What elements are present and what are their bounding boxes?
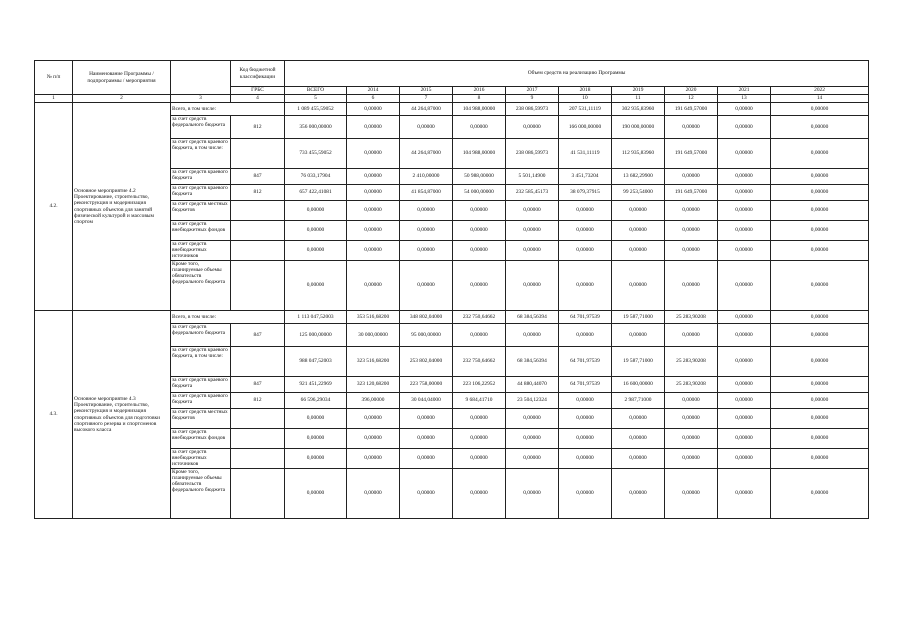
amount-cell: 207 531,11119 bbox=[559, 103, 612, 116]
amount-cell: 64 701,97539 bbox=[559, 377, 612, 393]
grbs-code: 847 bbox=[231, 377, 285, 393]
amount-cell: 0,00000 bbox=[453, 241, 506, 261]
amount-cell: 0,00000 bbox=[718, 393, 771, 409]
column-index: 13 bbox=[718, 95, 771, 103]
amount-cell: 95 000,00000 bbox=[400, 324, 453, 347]
amount-cell: 104 988,00000 bbox=[453, 103, 506, 116]
amount-cell: 0,00000 bbox=[771, 377, 869, 393]
amount-cell: 0,00000 bbox=[285, 429, 347, 449]
header-year: 2016 bbox=[453, 87, 506, 95]
amount-cell: 0,00000 bbox=[718, 139, 771, 169]
amount-cell: 0,00000 bbox=[665, 393, 718, 409]
funding-source: Кроме того, планируемые объемы обязательств федерального бюджета bbox=[171, 261, 231, 311]
measure-name: Основное мероприятие 4.3 Проектирование, строительство, реконструкция и модернизация спортивных объектов для подготовки спортивного резерва и спортсменов высокого класса bbox=[73, 311, 171, 519]
amount-cell: 0,00000 bbox=[453, 469, 506, 519]
amount-cell: 0,00000 bbox=[400, 241, 453, 261]
grbs-code bbox=[231, 347, 285, 377]
amount-cell: 13 682,29900 bbox=[612, 169, 665, 185]
amount-cell: 323 516,68200 bbox=[347, 347, 400, 377]
amount-cell: 0,00000 bbox=[718, 469, 771, 519]
amount-cell: 50 988,00000 bbox=[453, 169, 506, 185]
column-index: 8 bbox=[453, 95, 506, 103]
column-index: 10 bbox=[559, 95, 612, 103]
funding-source: за счет средств краевого бюджета, в том числе: bbox=[171, 347, 231, 377]
amount-cell: 68 384,56394 bbox=[506, 347, 559, 377]
grbs-code bbox=[231, 241, 285, 261]
amount-cell: 0,00000 bbox=[347, 221, 400, 241]
header-year: 2018 bbox=[559, 87, 612, 95]
funding-source: за счет средств краевого бюджета, в том числе: bbox=[171, 139, 231, 169]
amount-cell: 0,00000 bbox=[559, 201, 612, 221]
amount-cell: 921 451,22969 bbox=[285, 377, 347, 393]
amount-cell: 0,00000 bbox=[771, 469, 869, 519]
amount-cell: 1 113 047,52003 bbox=[285, 311, 347, 324]
amount-cell: 0,00000 bbox=[506, 469, 559, 519]
header-year: 2021 bbox=[718, 87, 771, 95]
amount-cell: 0,00000 bbox=[718, 324, 771, 347]
table-row bbox=[35, 103, 869, 116]
amount-cell: 0,00000 bbox=[506, 261, 559, 311]
amount-cell: 0,00000 bbox=[347, 139, 400, 169]
amount-cell: 353 516,68200 bbox=[347, 311, 400, 324]
amount-cell: 0,00000 bbox=[285, 221, 347, 241]
amount-cell: 0,00000 bbox=[400, 221, 453, 241]
header-year: 2015 bbox=[400, 87, 453, 95]
amount-cell: 0,00000 bbox=[285, 409, 347, 429]
amount-cell: 0,00000 bbox=[718, 241, 771, 261]
grbs-code: 847 bbox=[231, 324, 285, 347]
amount-cell: 232 750,64662 bbox=[453, 311, 506, 324]
amount-cell: 0,00000 bbox=[771, 261, 869, 311]
amount-cell: 302 935,83960 bbox=[612, 103, 665, 116]
amount-cell: 223 758,00000 bbox=[400, 377, 453, 393]
amount-cell: 54 000,00000 bbox=[453, 185, 506, 201]
amount-cell: 0,00000 bbox=[506, 449, 559, 469]
amount-cell: 0,00000 bbox=[771, 393, 869, 409]
amount-cell: 191 649,57000 bbox=[665, 139, 718, 169]
grbs-code bbox=[231, 409, 285, 429]
amount-cell: 41 854,87000 bbox=[400, 185, 453, 201]
amount-cell: 0,00000 bbox=[771, 103, 869, 116]
amount-cell: 988 047,52003 bbox=[285, 347, 347, 377]
amount-cell: 0,00000 bbox=[665, 116, 718, 139]
grbs-code: 847 bbox=[231, 169, 285, 185]
amount-cell: 0,00000 bbox=[453, 409, 506, 429]
amount-cell: 0,00000 bbox=[718, 201, 771, 221]
amount-cell: 44 264,87000 bbox=[400, 139, 453, 169]
amount-cell: 0,00000 bbox=[347, 241, 400, 261]
grbs-code bbox=[231, 261, 285, 311]
amount-cell: 0,00000 bbox=[506, 241, 559, 261]
amount-cell: 38 079,37915 bbox=[559, 185, 612, 201]
header-year: 2019 bbox=[612, 87, 665, 95]
total-label: Всего, в том числе: bbox=[171, 311, 285, 324]
header-kbk: Код бюджетной классификации bbox=[231, 61, 285, 87]
measure-name: Основное мероприятие 4.2 Проектирование, строительство, реконструкция и модернизация спортивных объектов для занятий физической культурой и массовым спортом bbox=[73, 103, 171, 311]
amount-cell: 0,00000 bbox=[506, 429, 559, 449]
funding-source: за счет средств внебюджетных фондов bbox=[171, 221, 231, 241]
amount-cell: 0,00000 bbox=[285, 469, 347, 519]
amount-cell: 104 988,00000 bbox=[453, 139, 506, 169]
amount-cell: 0,00000 bbox=[665, 221, 718, 241]
grbs-code bbox=[231, 429, 285, 449]
grbs-code bbox=[231, 201, 285, 221]
amount-cell: 1 089 455,59052 bbox=[285, 103, 347, 116]
amount-cell: 0,00000 bbox=[400, 201, 453, 221]
amount-cell: 64 701,97539 bbox=[559, 347, 612, 377]
amount-cell: 66 596,29034 bbox=[285, 393, 347, 409]
amount-cell: 23 504,12324 bbox=[506, 393, 559, 409]
amount-cell: 0,00000 bbox=[559, 429, 612, 449]
funding-source: Кроме того, планируемые объемы обязательств федерального бюджета bbox=[171, 469, 231, 519]
header-year: 2017 bbox=[506, 87, 559, 95]
amount-cell: 0,00000 bbox=[718, 311, 771, 324]
grbs-code bbox=[231, 449, 285, 469]
amount-cell: 348 802,04000 bbox=[400, 311, 453, 324]
amount-cell: 0,00000 bbox=[285, 449, 347, 469]
funding-source: за счет средств краевого бюджета bbox=[171, 169, 231, 185]
amount-cell: 0,00000 bbox=[400, 261, 453, 311]
amount-cell: 0,00000 bbox=[285, 241, 347, 261]
amount-cell: 190 000,00000 bbox=[612, 116, 665, 139]
grbs-code bbox=[231, 139, 285, 169]
amount-cell: 191 649,57000 bbox=[665, 103, 718, 116]
amount-cell: 0,00000 bbox=[559, 393, 612, 409]
amount-cell: 238 086,59973 bbox=[506, 103, 559, 116]
amount-cell: 0,00000 bbox=[665, 169, 718, 185]
amount-cell: 0,00000 bbox=[718, 169, 771, 185]
amount-cell: 0,00000 bbox=[771, 409, 869, 429]
amount-cell: 0,00000 bbox=[347, 103, 400, 116]
amount-cell: 0,00000 bbox=[400, 469, 453, 519]
header-empty bbox=[171, 61, 231, 95]
amount-cell: 0,00000 bbox=[718, 449, 771, 469]
amount-cell: 223 106,22952 bbox=[453, 377, 506, 393]
amount-cell: 30 044,04000 bbox=[400, 393, 453, 409]
header-year: 2020 bbox=[665, 87, 718, 95]
total-label: Всего, в том числе: bbox=[171, 103, 285, 116]
column-index: 7 bbox=[400, 95, 453, 103]
header-name: Наименование Программы / подпрограммы / мероприятия bbox=[73, 61, 171, 95]
amount-cell: 9 684,41710 bbox=[453, 393, 506, 409]
amount-cell: 76 033,17904 bbox=[285, 169, 347, 185]
amount-cell: 356 000,00000 bbox=[285, 116, 347, 139]
measure-number: 4.3. bbox=[35, 311, 73, 519]
amount-cell: 25 283,90208 bbox=[665, 311, 718, 324]
amount-cell: 0,00000 bbox=[665, 469, 718, 519]
amount-cell: 0,00000 bbox=[453, 449, 506, 469]
amount-cell: 0,00000 bbox=[400, 429, 453, 449]
column-index: 11 bbox=[612, 95, 665, 103]
amount-cell: 19 587,71000 bbox=[612, 311, 665, 324]
amount-cell: 112 935,83960 bbox=[612, 139, 665, 169]
amount-cell: 0,00000 bbox=[718, 429, 771, 449]
amount-cell: 25 283,90208 bbox=[665, 377, 718, 393]
amount-cell: 0,00000 bbox=[771, 169, 869, 185]
column-index: 9 bbox=[506, 95, 559, 103]
funding-source: за счет средств федерального бюджета bbox=[171, 116, 231, 139]
amount-cell: 0,00000 bbox=[771, 116, 869, 139]
amount-cell: 0,00000 bbox=[506, 221, 559, 241]
amount-cell: 0,00000 bbox=[559, 409, 612, 429]
header-year: ВСЕГО bbox=[285, 87, 347, 95]
column-index: 12 bbox=[665, 95, 718, 103]
amount-cell: 0,00000 bbox=[559, 241, 612, 261]
funding-source: за счет средств внебюджетных источников bbox=[171, 241, 231, 261]
amount-cell: 0,00000 bbox=[347, 116, 400, 139]
column-index: 6 bbox=[347, 95, 400, 103]
amount-cell: 0,00000 bbox=[453, 116, 506, 139]
amount-cell: 0,00000 bbox=[453, 261, 506, 311]
amount-cell: 0,00000 bbox=[665, 429, 718, 449]
amount-cell: 0,00000 bbox=[771, 201, 869, 221]
amount-cell: 19 587,71000 bbox=[612, 347, 665, 377]
amount-cell: 0,00000 bbox=[612, 324, 665, 347]
amount-cell: 0,00000 bbox=[400, 449, 453, 469]
amount-cell: 0,00000 bbox=[718, 185, 771, 201]
amount-cell: 0,00000 bbox=[612, 221, 665, 241]
amount-cell: 253 802,04000 bbox=[400, 347, 453, 377]
amount-cell: 0,00000 bbox=[665, 449, 718, 469]
header-volume: Объем средств на реализацию Программы bbox=[285, 61, 869, 87]
amount-cell: 0,00000 bbox=[718, 221, 771, 241]
amount-cell: 0,00000 bbox=[665, 261, 718, 311]
amount-cell: 0,00000 bbox=[718, 409, 771, 429]
amount-cell: 0,00000 bbox=[771, 241, 869, 261]
amount-cell: 0,00000 bbox=[400, 409, 453, 429]
amount-cell: 733 455,59052 bbox=[285, 139, 347, 169]
column-index: 2 bbox=[73, 95, 171, 103]
amount-cell: 0,00000 bbox=[347, 201, 400, 221]
amount-cell: 2 410,00000 bbox=[400, 169, 453, 185]
amount-cell: 0,00000 bbox=[347, 469, 400, 519]
amount-cell: 166 000,00000 bbox=[559, 116, 612, 139]
amount-cell: 0,00000 bbox=[347, 429, 400, 449]
column-index: 3 bbox=[171, 95, 231, 103]
amount-cell: 5 501,14900 bbox=[506, 169, 559, 185]
grbs-code: 812 bbox=[231, 116, 285, 139]
amount-cell: 0,00000 bbox=[559, 449, 612, 469]
column-index: 4 bbox=[231, 95, 285, 103]
funding-source: за счет средств внебюджетных фондов bbox=[171, 429, 231, 449]
amount-cell: 232 585,45173 bbox=[506, 185, 559, 201]
column-index: 14 bbox=[771, 95, 869, 103]
funding-source: за счет средств местных бюджетов bbox=[171, 409, 231, 429]
grbs-code bbox=[231, 469, 285, 519]
amount-cell: 41 531,11119 bbox=[559, 139, 612, 169]
amount-cell: 0,00000 bbox=[285, 261, 347, 311]
amount-cell: 99 253,54000 bbox=[612, 185, 665, 201]
column-index: 5 bbox=[285, 95, 347, 103]
amount-cell: 238 086,59973 bbox=[506, 139, 559, 169]
amount-cell: 3 451,73204 bbox=[559, 169, 612, 185]
amount-cell: 323 120,68200 bbox=[347, 377, 400, 393]
table-header bbox=[35, 61, 869, 103]
funding-source: за счет средств внебюджетных источников bbox=[171, 449, 231, 469]
amount-cell: 0,00000 bbox=[718, 347, 771, 377]
amount-cell: 0,00000 bbox=[665, 324, 718, 347]
amount-cell: 0,00000 bbox=[771, 185, 869, 201]
amount-cell: 0,00000 bbox=[453, 201, 506, 221]
amount-cell: 0,00000 bbox=[347, 449, 400, 469]
column-index: 1 bbox=[35, 95, 73, 103]
header-no: № п/п bbox=[35, 61, 73, 95]
amount-cell: 191 649,57000 bbox=[665, 185, 718, 201]
amount-cell: 0,00000 bbox=[771, 311, 869, 324]
amount-cell: 0,00000 bbox=[612, 201, 665, 221]
amount-cell: 44 264,87000 bbox=[400, 103, 453, 116]
funding-source: за счет средств местных бюджетов bbox=[171, 201, 231, 221]
amount-cell: 0,00000 bbox=[453, 324, 506, 347]
amount-cell: 0,00000 bbox=[559, 221, 612, 241]
amount-cell: 0,00000 bbox=[718, 116, 771, 139]
amount-cell: 0,00000 bbox=[771, 139, 869, 169]
amount-cell: 0,00000 bbox=[453, 221, 506, 241]
amount-cell: 0,00000 bbox=[559, 261, 612, 311]
amount-cell: 0,00000 bbox=[285, 201, 347, 221]
amount-cell: 44 880,44070 bbox=[506, 377, 559, 393]
amount-cell: 0,00000 bbox=[347, 409, 400, 429]
document-page bbox=[34, 60, 868, 519]
amount-cell: 0,00000 bbox=[506, 409, 559, 429]
amount-cell: 0,00000 bbox=[506, 324, 559, 347]
amount-cell: 0,00000 bbox=[718, 261, 771, 311]
amount-cell: 0,00000 bbox=[665, 409, 718, 429]
grbs-code: 812 bbox=[231, 185, 285, 201]
amount-cell: 0,00000 bbox=[612, 429, 665, 449]
amount-cell: 657 422,41081 bbox=[285, 185, 347, 201]
amount-cell: 0,00000 bbox=[771, 429, 869, 449]
amount-cell: 16 600,00000 bbox=[612, 377, 665, 393]
funding-source: за счет средств краевого бюджета bbox=[171, 185, 231, 201]
amount-cell: 232 750,64662 bbox=[453, 347, 506, 377]
amount-cell: 0,00000 bbox=[718, 103, 771, 116]
amount-cell: 0,00000 bbox=[771, 347, 869, 377]
amount-cell: 68 384,56394 bbox=[506, 311, 559, 324]
amount-cell: 0,00000 bbox=[347, 261, 400, 311]
funding-source: за счет средств краевого бюджета bbox=[171, 377, 231, 393]
amount-cell: 0,00000 bbox=[347, 185, 400, 201]
table-row bbox=[35, 311, 869, 324]
amount-cell: 0,00000 bbox=[771, 449, 869, 469]
amount-cell: 0,00000 bbox=[771, 221, 869, 241]
amount-cell: 0,00000 bbox=[347, 169, 400, 185]
amount-cell: 30 000,00000 bbox=[347, 324, 400, 347]
amount-cell: 0,00000 bbox=[453, 429, 506, 449]
amount-cell: 0,00000 bbox=[665, 241, 718, 261]
grbs-code bbox=[231, 221, 285, 241]
amount-cell: 2 987,71000 bbox=[612, 393, 665, 409]
amount-cell: 0,00000 bbox=[612, 409, 665, 429]
header-year: 2022 bbox=[771, 87, 869, 95]
header-grbs: ГРБС bbox=[231, 87, 285, 95]
amount-cell: 0,00000 bbox=[506, 116, 559, 139]
funding-source: за счет средств краевого бюджета bbox=[171, 393, 231, 409]
amount-cell: 0,00000 bbox=[612, 261, 665, 311]
amount-cell: 396,00000 bbox=[347, 393, 400, 409]
amount-cell: 0,00000 bbox=[612, 449, 665, 469]
amount-cell: 0,00000 bbox=[612, 241, 665, 261]
measure-number: 4.2. bbox=[35, 103, 73, 311]
amount-cell: 0,00000 bbox=[559, 469, 612, 519]
grbs-code: 812 bbox=[231, 393, 285, 409]
amount-cell: 0,00000 bbox=[718, 377, 771, 393]
amount-cell: 0,00000 bbox=[612, 469, 665, 519]
amount-cell: 0,00000 bbox=[665, 201, 718, 221]
amount-cell: 0,00000 bbox=[506, 201, 559, 221]
amount-cell: 0,00000 bbox=[559, 324, 612, 347]
amount-cell: 64 701,97539 bbox=[559, 311, 612, 324]
amount-cell: 125 000,00000 bbox=[285, 324, 347, 347]
budget-table bbox=[34, 60, 869, 519]
amount-cell: 25 283,90208 bbox=[665, 347, 718, 377]
amount-cell: 0,00000 bbox=[771, 324, 869, 347]
funding-source: за счет средств федерального бюджета bbox=[171, 324, 231, 347]
amount-cell: 0,00000 bbox=[400, 116, 453, 139]
table-body bbox=[35, 103, 869, 519]
header-year: 2014 bbox=[347, 87, 400, 95]
column-index-row bbox=[35, 95, 869, 103]
